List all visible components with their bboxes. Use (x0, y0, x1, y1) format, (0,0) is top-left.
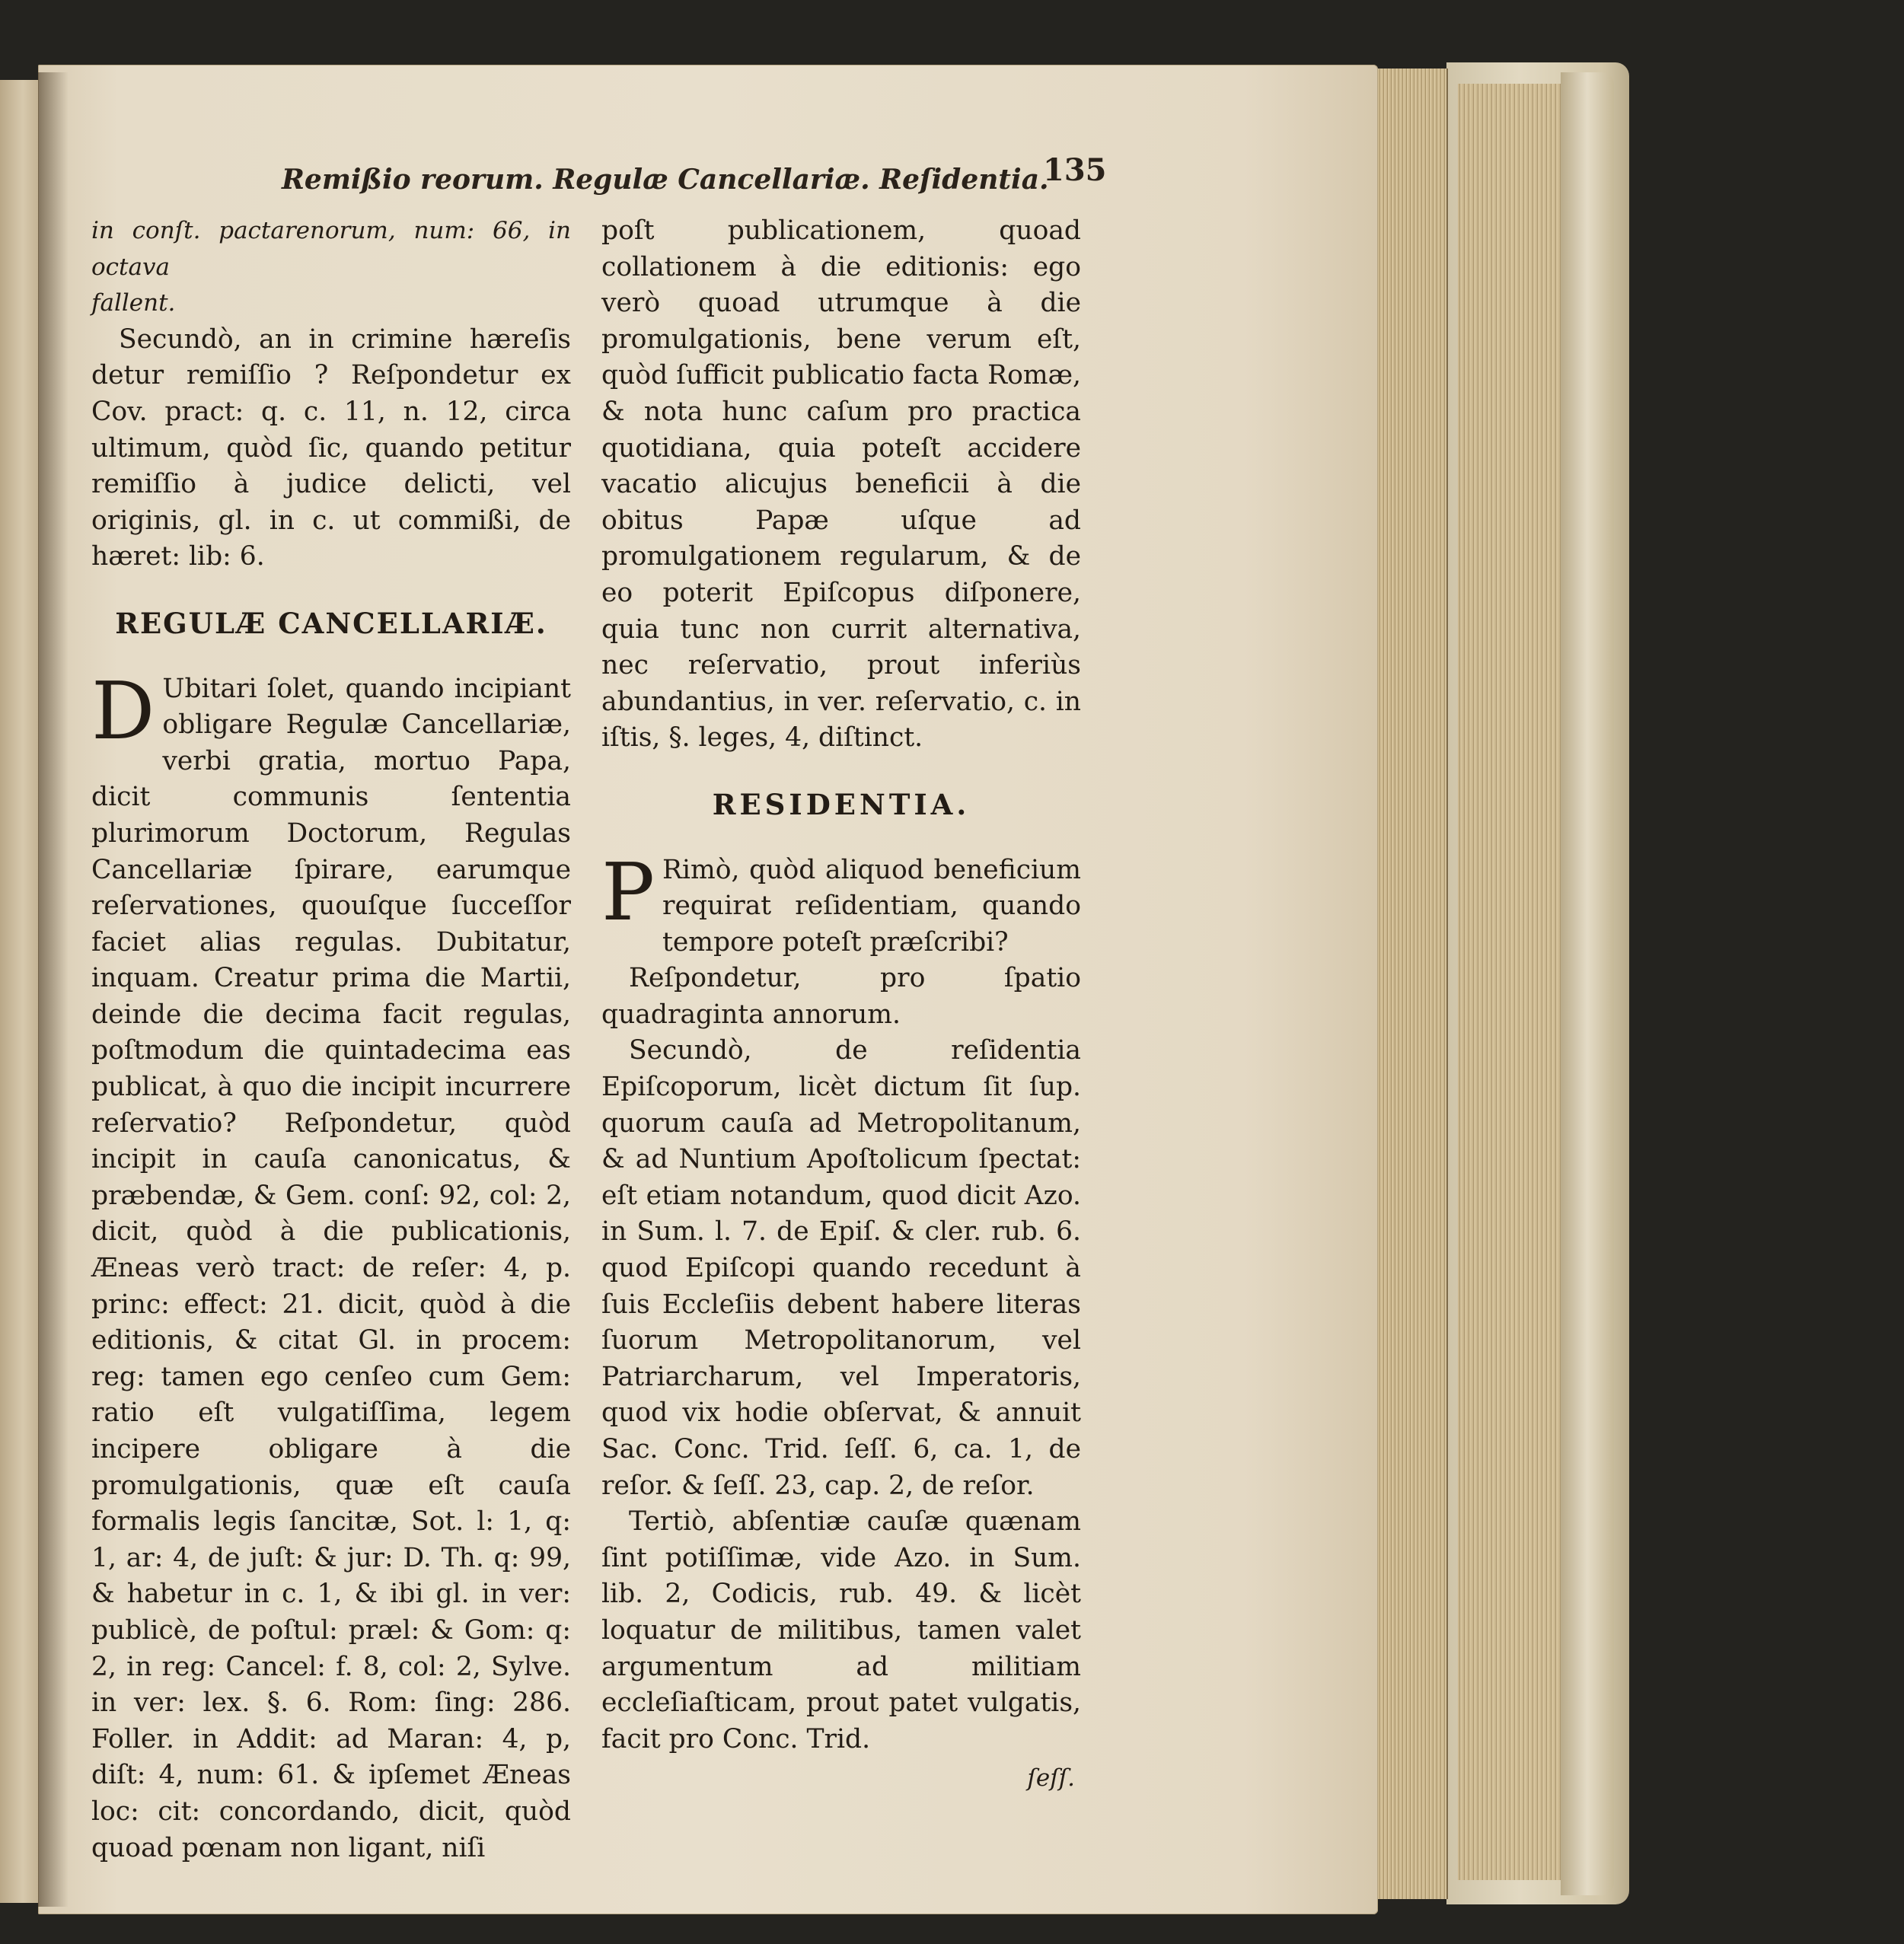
carry-line-2: fallent. (91, 289, 176, 317)
left-page-edge (0, 80, 40, 1903)
right-paragraph-3: Reſpondetur, pro ſpatio quadraginta annorum. (601, 963, 1081, 1030)
carry-line-1: in conſt. pactarenorum, num: 66, in octava (91, 217, 571, 281)
right-column (601, 213, 1081, 1797)
page-number: 135 (1043, 152, 1107, 188)
gutter-shadow (38, 72, 69, 1907)
left-paragraph-2: Ubitari ſolet, quando incipiant obligare Regulæ Cancellariæ, verbi gratia, mortuo Papa, dicit communis ſententia plurimorum Doctorum, Regulas Cancellariæ ſpirare, earumque reſervationes, quouſque ſucceſſor faciet alias regulas. Dubitatur, inquam. Creatur prima die Martii, deinde die decima facit regulas, poſtmodum die quintadecima eas publicat, à quo die incipit incurrere reſervatio? Reſpondetur, quòd incipit in cauſa canonicatus, & præbendæ, & Gem. conſ: 92, col: 2, dicit, quòd à die publicationis, Æneas verò tract: de reſer: 4, p. princ: effect: 21. dicit, quòd à die editionis, & citat Gl. in procem: reg: tamen ego cenſeo cum Gem: ratio eſt vulgatiſſima, legem incipere obligare à die promulgationis, quæ eſt cauſa formalis legis ſancitæ, Sot. l: 1, q: 1, ar: 4, de juſt: & jur: D. Th. q: 99, & habetur in c. 1, & ibi gl. in ver: publicè, de poſtul: præl: & Gom: q: 2, in reg: Cancel: f. 8, col: 2, Sylve. in ver: lex. §. 6. Rom: ſing: 286. Foller. in Addit: ad Maran: 4, p, diſt: 4, num: 61. & ipſemet Æneas loc: cit: concordando, dicit, quòd quoad pœnam non ligant, niſi (91, 673, 571, 1863)
right-paragraph-4: Secundò, de reſidentia Epiſcoporum, licèt dictum ſit ſup. quorum cauſa ad Metropolitanum, & ad Nuntium Apoſtolicum ſpectat: eſt etiam notandum, quod dicit Azo. in Sum. l. 7. de Epiſ. & cler. rub. 6. quod Epiſcopi quando recedunt à ſuis Eccleſiis debent habere literas ſuorum Metropolitanorum, vel Patriarcharum, vel Imperatoris, quod vix hodie obſervat, & annuit Sac. Conc. Trid. ſeſſ. 6, ca. 1, de reſor. & ſeſſ. 23, cap. 2, de reſor. (601, 1035, 1081, 1501)
drop-cap-p: P (601, 845, 655, 939)
section-heading-regulae: REGULÆ CANCELLARIÆ. (115, 606, 547, 640)
catchword: ſeſſ. (1027, 1764, 1075, 1793)
right-paragraph-1: poſt publicationem, quoad collationem à die editionis: ego verò quoad utrumque à die promulgationis, bene verum eſt, quòd ſufficit publicatio facta Romæ, & nota hunc caſum pro practica quotidiana, quia poteſt accidere vacatio alicujus beneficii à die obitus Papæ uſque ad promulgationem regularum, & de eo poterit Epiſcopus diſponere, quia tunc non currit alternativa, nec reſervatio, prout inferiùs abundantius, in ver. reſervatio, c. in iſtis, §. leges, 4, diſtinct. (601, 215, 1081, 754)
right-paragraph-5: Tertiò, abſentiæ cauſæ quænam ſint potiſſimæ, vide Azo. in Sum. lib. 2, Codicis, rub. 49. & licèt loquatur de militibus, tamen valet argumentum ad militiam eccleſiaſticam, prout patet vulgatis, facit pro Conc. Trid. (601, 1506, 1081, 1754)
page-stack-edge (1378, 69, 1448, 1899)
running-head: Remißio reorum. Regulæ Cancellariæ. Reſidentia. (282, 164, 1049, 196)
right-paragraph-2-block (601, 845, 1081, 961)
cover-fore-edge (1561, 72, 1614, 1895)
left-paragraph-2-block (91, 664, 571, 1867)
left-column (91, 213, 571, 1866)
right-paragraph-2: Rimò, quòd aliquod beneficium requirat reſidentiam, quando tempore poteſt præſcribi? (662, 854, 1081, 958)
section-heading-residentia: RESIDENTIA. (712, 787, 971, 821)
drop-cap-d: D (91, 664, 155, 757)
left-paragraph-1: Secundò, an in crimine hæreſis detur remiſſio ? Reſpondetur ex Cov. pract: q. c. 11, n. 12, circa ultimum, quòd ſic, quando petitur remiſſio à judice delicti, vel originis, gl. in c. ut commißi, de hæret: lib: 6. (91, 323, 571, 572)
